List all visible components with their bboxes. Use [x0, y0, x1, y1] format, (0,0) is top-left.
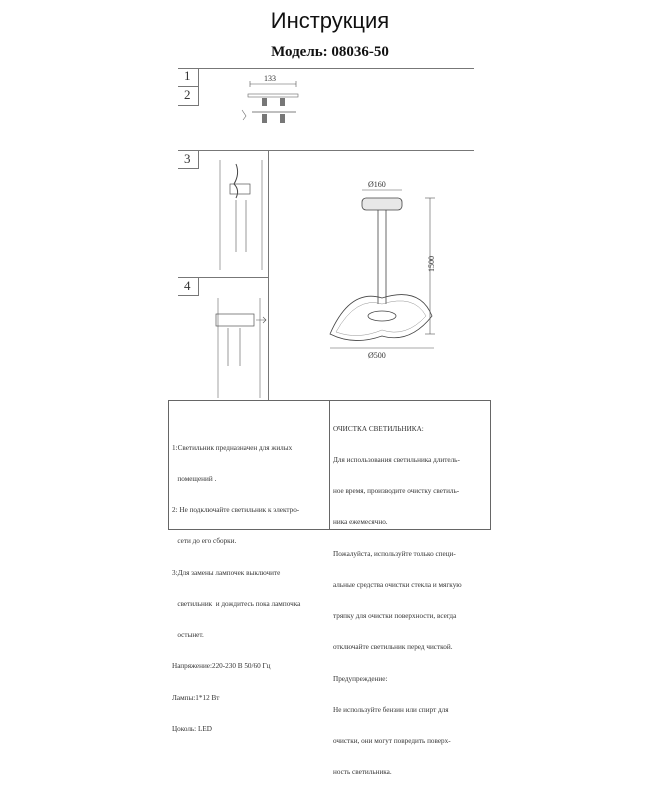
note-line: 2: Не подключайте светильник к электро-: [172, 506, 300, 515]
divider: [178, 105, 198, 106]
note-line: ника ежемесячно.: [333, 518, 388, 527]
note-line: отключайте светильник перед чисткой.: [333, 643, 453, 652]
note-line: светильник и дождитесь пока лампочка: [172, 599, 301, 608]
divider: [178, 295, 198, 296]
note-line: тряпку для очистки поверхности, всегда: [333, 612, 457, 621]
pendant-lamp-drawing: [310, 176, 470, 376]
note-line: Лампы:1*12 Вт: [172, 693, 220, 702]
document-title: Инструкция: [270, 8, 390, 33]
divider: [178, 68, 474, 69]
note-line: 3:Для замены лампочек выключите: [172, 568, 281, 577]
note-line: очистки, они могут повредить поверх-: [333, 737, 451, 745]
note-line: ное время, производите очистку светиль-: [333, 487, 460, 496]
note-line: альные средства очистки стекла и мягкую: [333, 580, 462, 589]
note-line: помещений .: [172, 475, 217, 484]
model-number: Модель: 08036-50: [271, 44, 389, 60]
note-line: Не используйте бензин или спирт для: [333, 705, 449, 714]
divider: [198, 277, 199, 296]
specifications-text: [172, 422, 326, 745]
step-number: 1: [184, 68, 191, 83]
step-number: 2: [184, 87, 191, 102]
note-line: Пожалуйста, используйте только специ-: [333, 549, 456, 558]
note-line: остынет.: [172, 631, 204, 640]
mount-width-label: 133: [264, 74, 276, 83]
mounting-bracket-drawing: [238, 72, 328, 132]
divider: [178, 150, 474, 151]
cable-mount-drawing: [210, 160, 270, 270]
note-line: Предупреждение:: [333, 674, 388, 683]
note-line: Для использования светильника длитель-: [333, 456, 460, 465]
divider: [198, 68, 199, 106]
divider: [178, 277, 268, 278]
shade-diameter-label: Ø500: [368, 351, 386, 360]
cleaning-text: [333, 403, 487, 788]
divider: [178, 168, 198, 169]
note-line: Цоколь: LED: [172, 724, 212, 733]
note-line: сети до его сборки.: [172, 537, 237, 546]
height-label: 1500: [427, 256, 436, 272]
step-number: 4: [184, 278, 191, 293]
note-line: Напряжение:220-230 В 50/60 Гц: [172, 662, 271, 671]
note-line: ность светильника.: [333, 768, 392, 777]
note-line: ОЧИСТКА СВЕТИЛЬНИКА:: [333, 424, 424, 433]
divider: [198, 150, 199, 169]
note-line: 1:Светильник предназначен для жилых: [172, 443, 293, 452]
canopy-diameter-label: Ø160: [368, 180, 386, 189]
step-number: 3: [184, 151, 191, 166]
lamp-install-drawing: [200, 298, 270, 398]
